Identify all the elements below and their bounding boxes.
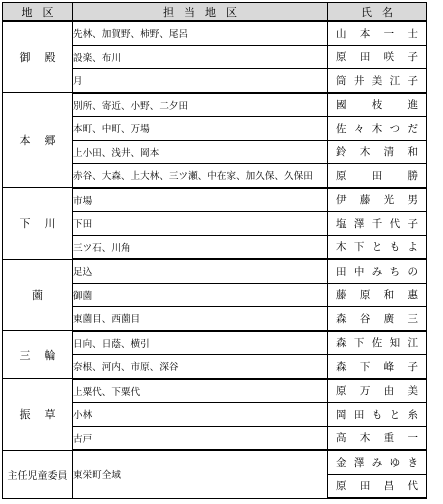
member-name: 岡田もと糸 (336, 408, 426, 421)
area-cell: 東薗目、西薗目 (73, 307, 328, 331)
member-name: 原万由美 (335, 385, 432, 398)
name-cell (328, 307, 432, 331)
name-cell (328, 188, 432, 212)
member-name: 鈴木清和 (335, 146, 432, 159)
area-cell: 赤谷、大森、上大林、三ツ瀬、中在家、加久保、久保田 (73, 164, 328, 188)
member-name: 森下峰子 (335, 360, 432, 373)
table-row (3, 331, 427, 355)
table-row (3, 259, 427, 283)
area-cell: 日向、日蔭、横引 (73, 331, 328, 355)
name-cell (328, 140, 432, 164)
member-name: 森谷廣三 (335, 312, 432, 325)
member-table (2, 2, 443, 499)
name-cell (328, 283, 432, 307)
area-cell: 別所、寄近、小野、二夕田 (73, 93, 328, 117)
header-row (3, 3, 427, 22)
member-name: 筒井美江子 (336, 74, 426, 87)
name-cell (328, 474, 432, 498)
member-name: 佐々木つだ (336, 122, 426, 135)
area-cell: 足込 (73, 259, 328, 283)
table-body (3, 21, 443, 498)
district-cell: 薗 (3, 259, 73, 331)
name-cell (328, 403, 427, 427)
area-cell: 月 (73, 69, 328, 93)
name-cell (328, 331, 427, 355)
member-name: 藤原和惠 (335, 289, 432, 302)
name-cell (328, 259, 427, 283)
member-name: 木下ともよ (336, 241, 426, 254)
member-name: 伊藤光男 (335, 194, 432, 207)
district-cell: 三輪 (3, 331, 73, 379)
name-cell (328, 355, 432, 379)
header-name: 氏名 (328, 3, 427, 22)
district-cell: 振草 (3, 379, 73, 451)
name-cell (328, 426, 432, 450)
area-cell: 市場 (73, 188, 328, 212)
district-cell: 主任児童委員 (3, 450, 73, 498)
header-area: 担当地区 (73, 3, 328, 22)
name-cell (328, 69, 427, 93)
table-row (3, 450, 427, 474)
name-cell (328, 117, 427, 141)
name-cell (328, 21, 432, 45)
table-row (3, 21, 427, 45)
table-row (3, 93, 427, 117)
name-cell (328, 379, 432, 403)
member-name: 國枝進 (336, 99, 443, 112)
member-name: 塩澤千代子 (336, 217, 426, 230)
area-cell: 本町、中町、万場 (73, 117, 328, 141)
header-district: 地区 (3, 3, 73, 22)
member-name: 金澤みゆき (336, 456, 426, 469)
name-cell (328, 235, 427, 259)
member-name: 原田勝 (336, 169, 443, 182)
area-cell: 設楽、布川 (73, 45, 328, 69)
area-cell: 下田 (73, 212, 328, 236)
area-cell: 上小田、浅井、岡本 (73, 140, 328, 164)
name-cell (328, 450, 427, 474)
member-name: 高木重一 (335, 432, 432, 445)
table-row (3, 379, 427, 403)
table-row (3, 188, 427, 212)
district-cell: 本郷 (3, 93, 73, 188)
name-cell (328, 212, 427, 236)
member-name: 原田昌代 (335, 480, 432, 493)
area-cell: 東栄町全域 (73, 450, 328, 498)
area-cell: 先林、加賀野、柿野、尾呂 (73, 21, 328, 45)
district-cell: 御殿 (3, 21, 73, 93)
member-name: 田中みちの (336, 265, 426, 278)
district-cell: 下川 (3, 188, 73, 260)
area-cell: 古戸 (73, 426, 328, 450)
area-cell: 上粟代、下粟代 (73, 379, 328, 403)
member-name: 森下佐知江 (336, 337, 426, 350)
name-cell (328, 45, 432, 69)
area-cell: 御薗 (73, 283, 328, 307)
area-cell: 奈根、河内、市原、深谷 (73, 355, 328, 379)
member-name: 原田咲子 (335, 51, 432, 64)
member-name: 山本一士 (335, 27, 432, 40)
name-cell (328, 164, 443, 188)
name-cell (328, 93, 443, 117)
area-cell: 三ツ石、川角 (73, 235, 328, 259)
area-cell: 小林 (73, 403, 328, 427)
